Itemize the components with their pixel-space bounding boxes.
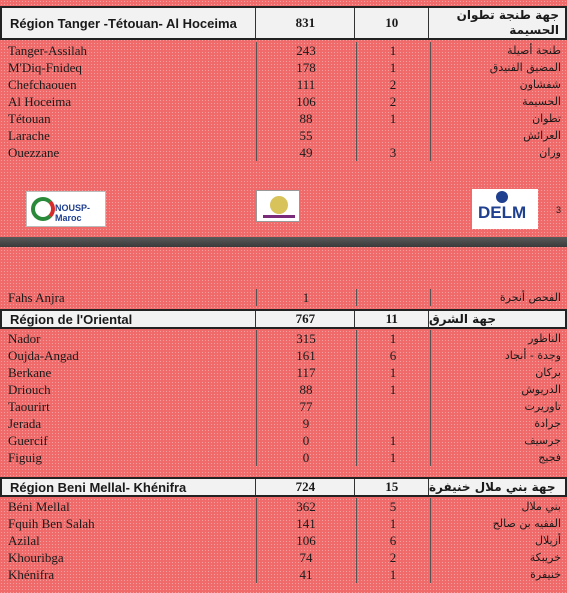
prefecture-name-fr: Driouch	[8, 382, 51, 397]
region-name-fr: Région de l'Oriental	[2, 311, 256, 327]
prefecture-name-ar: وجدة - أنجاد	[504, 349, 561, 362]
prefecture-name-fr: Chefchaouen	[8, 77, 77, 92]
prefecture-name-ar: الناظور	[528, 332, 561, 345]
region-name-fr: Région Tanger -Tétouan- Al Hoceima	[2, 8, 256, 38]
prefecture-name-ar: الدريوش	[521, 383, 561, 396]
prefecture-count: 6	[389, 533, 397, 548]
prefecture-name-fr: Taourirt	[8, 399, 50, 414]
prefecture-name-ar: جرادة	[534, 417, 561, 430]
prefecture-name-fr: Fahs Anjra	[8, 290, 65, 305]
prefecture-name-fr: Nador	[8, 331, 41, 346]
table-row	[0, 532, 567, 549]
prefecture-name-ar: جرسيف	[524, 434, 561, 447]
prefecture-count: 1	[389, 365, 397, 380]
prefecture-total: 49	[299, 145, 313, 160]
table-row	[0, 364, 567, 381]
prefecture-total: 0	[302, 450, 310, 465]
prefecture-name-ar: العرائش	[523, 129, 561, 142]
table-row	[0, 415, 567, 432]
table-row	[0, 432, 567, 449]
prefecture-name-fr: Béni Mellal	[8, 499, 70, 514]
region-count: 11	[355, 311, 428, 327]
prefecture-total: 77	[299, 399, 313, 414]
table-row	[0, 144, 567, 161]
prefecture-count: 1	[389, 60, 397, 75]
prefecture-count: 1	[389, 433, 397, 448]
table-row	[0, 449, 567, 466]
prefecture-total: 55	[299, 128, 313, 143]
prefecture-total: 243	[296, 43, 316, 58]
prefecture-count: 1	[389, 516, 397, 531]
prefecture-name-fr: Khouribga	[8, 550, 64, 565]
prefecture-name-fr: Al Hoceima	[8, 94, 72, 109]
delm-logo	[472, 189, 538, 229]
prefecture-total: 1	[302, 290, 310, 305]
region-total: 767	[256, 311, 355, 327]
prefecture-count: 3	[389, 145, 397, 160]
region-table-tanger-continued	[0, 289, 567, 306]
table-row	[0, 110, 567, 127]
table-row	[0, 566, 567, 583]
prefecture-name-ar: المضيق الفنيدق	[489, 61, 561, 74]
prefecture-name-ar: أزيلال	[535, 534, 561, 547]
prefecture-count	[356, 289, 430, 306]
table-row	[0, 289, 567, 306]
prefecture-count: 1	[389, 43, 397, 58]
prefecture-count: 1	[389, 331, 397, 346]
prefecture-name-fr: Ouezzane	[8, 145, 60, 160]
prefecture-name-fr: Guercif	[8, 433, 48, 448]
prefecture-name-ar: الفقيه بن صالح	[492, 517, 561, 530]
table-row	[0, 381, 567, 398]
prefecture-name-ar: وزان	[539, 146, 561, 159]
prefecture-name-ar: بني ملال	[521, 500, 561, 513]
prefecture-name-ar: فجيج	[538, 451, 561, 464]
prefecture-name-fr: Larache	[8, 128, 50, 143]
prefecture-count: 1	[389, 567, 397, 582]
prefecture-name-fr: Khénifra	[8, 567, 55, 582]
region-header-tanger	[0, 6, 567, 40]
table-row	[0, 549, 567, 566]
delm-logo-text: DELM	[478, 203, 527, 222]
prefecture-name-ar: الحسيمة	[522, 95, 561, 108]
region-table-oriental	[0, 330, 567, 466]
ministry-emblem-icon	[256, 190, 300, 222]
nousp-logo	[26, 191, 106, 227]
prefecture-name-fr: Tanger-Assilah	[8, 43, 87, 58]
prefecture-count: 2	[389, 94, 397, 109]
prefecture-name-fr: Figuig	[8, 450, 42, 465]
prefecture-total: 161	[296, 348, 316, 363]
prefecture-name-fr: Fquih Ben Salah	[8, 516, 95, 531]
prefecture-total: 106	[296, 94, 316, 109]
region-total: 724	[256, 479, 355, 495]
table-row	[0, 347, 567, 364]
prefecture-name-fr: Berkane	[8, 365, 52, 380]
table-row	[0, 330, 567, 347]
prefecture-count: 1	[389, 382, 397, 397]
prefecture-count: 2	[389, 77, 397, 92]
table-row	[0, 398, 567, 415]
prefecture-name-fr: Jerada	[8, 416, 42, 431]
prefecture-count: 5	[389, 499, 397, 514]
table-row	[0, 59, 567, 76]
table-row	[0, 127, 567, 144]
prefecture-total: 117	[296, 365, 316, 380]
prefecture-name-ar: خريبكة	[529, 551, 561, 564]
prefecture-name-ar: بركان	[535, 366, 561, 379]
prefecture-name-fr: Oujda-Angad	[8, 348, 79, 363]
prefecture-name-fr: Tétouan	[8, 111, 51, 126]
prefecture-total: 111	[296, 77, 316, 92]
prefecture-count: 2	[389, 550, 397, 565]
nousp-logo-text: NOUSP-Maroc	[55, 203, 91, 223]
page-number: 3	[556, 205, 562, 215]
region-name-ar: جهة طنجة تطوان الحسيمة	[456, 8, 559, 37]
region-name-fr: Région Beni Mellal- Khénifra	[2, 479, 256, 495]
prefecture-count: 1	[389, 111, 397, 126]
prefecture-name-ar: تاوريرت	[524, 400, 561, 413]
prefecture-name-fr: Azilal	[8, 533, 40, 548]
prefecture-name-ar: تطوان	[532, 112, 561, 125]
region-total: 831	[256, 8, 355, 38]
table-row	[0, 515, 567, 532]
region-table-beni-mellal	[0, 498, 567, 583]
region-table-tanger	[0, 42, 567, 161]
prefecture-name-ar: الفحص أنجرة	[499, 291, 561, 304]
logo-band	[0, 183, 567, 237]
region-count: 10	[355, 8, 428, 38]
prefecture-count	[356, 127, 430, 144]
prefecture-total: 88	[299, 382, 313, 397]
prefecture-total: 0	[302, 433, 310, 448]
table-row	[0, 93, 567, 110]
prefecture-name-ar: خنيفرة	[530, 568, 561, 581]
prefecture-name-fr: M'Diq-Fnideq	[8, 60, 82, 75]
table-row	[0, 76, 567, 93]
prefecture-total: 41	[299, 567, 313, 582]
page-break	[0, 237, 567, 247]
prefecture-total: 74	[299, 550, 313, 565]
prefecture-count	[356, 398, 430, 415]
region-count: 15	[355, 479, 428, 495]
prefecture-count: 6	[389, 348, 397, 363]
prefecture-count: 1	[389, 450, 397, 465]
prefecture-total: 362	[296, 499, 316, 514]
prefecture-total: 88	[299, 111, 313, 126]
prefecture-total: 9	[302, 416, 310, 431]
prefecture-total: 141	[296, 516, 316, 531]
region-name-ar: جهة بني ملال خنيفرة	[428, 479, 556, 494]
prefecture-total: 178	[296, 60, 316, 75]
prefecture-total: 106	[296, 533, 316, 548]
region-header-oriental	[0, 309, 567, 329]
table-row	[0, 42, 567, 59]
table-row	[0, 498, 567, 515]
prefecture-name-ar: طنجة أصيلة	[507, 44, 561, 57]
region-header-beni-mellal	[0, 477, 567, 497]
prefecture-total: 315	[296, 331, 316, 346]
region-name-ar: جهة الشرق	[428, 311, 497, 326]
prefecture-count	[356, 415, 430, 432]
prefecture-name-ar: شفشاون	[519, 78, 561, 91]
